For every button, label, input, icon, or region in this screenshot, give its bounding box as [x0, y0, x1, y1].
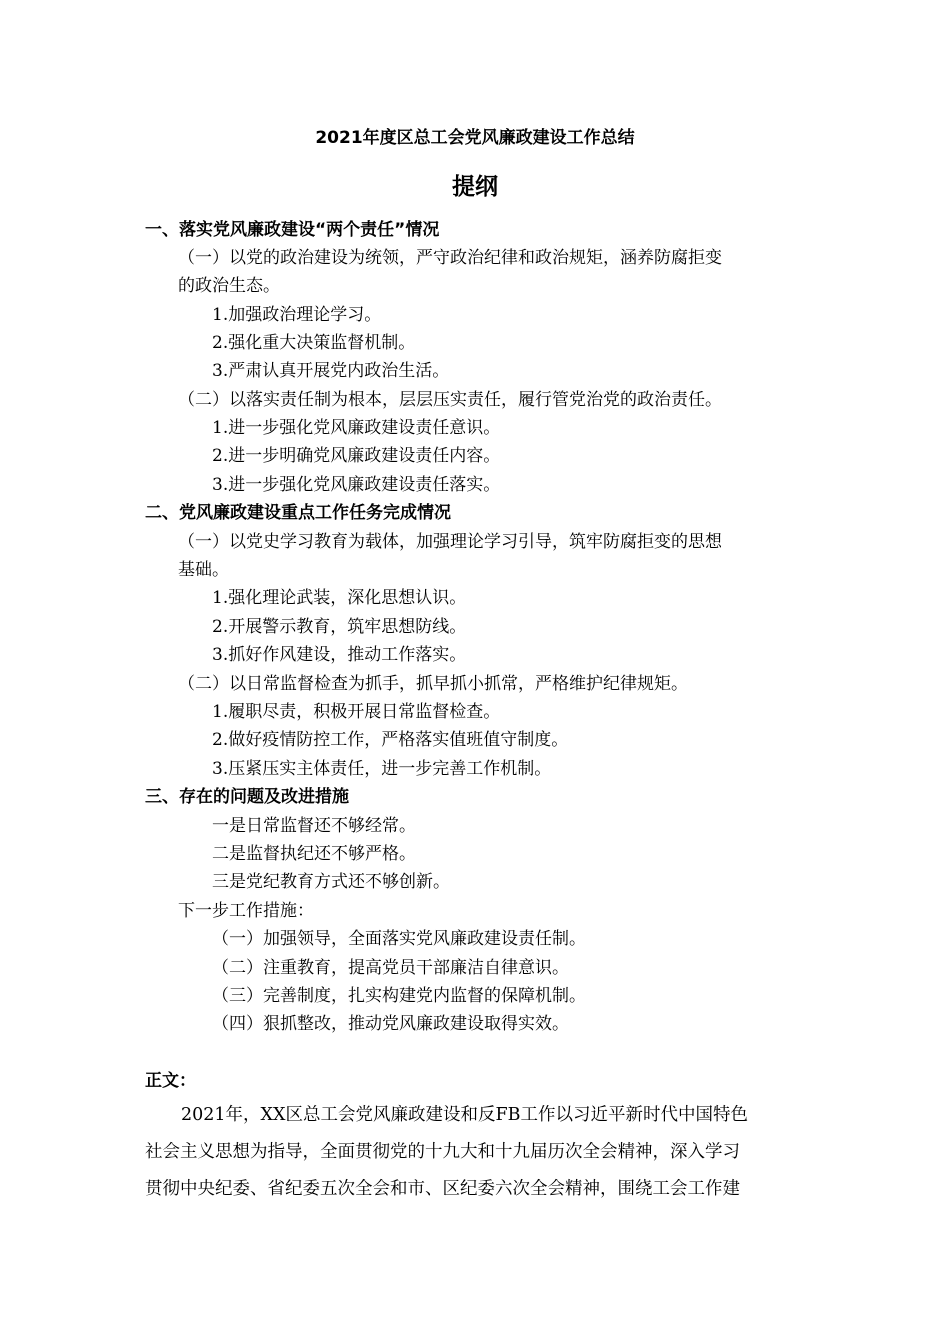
list-item: （二）注重教育，提高党员干部廉洁自律意识。 [212, 958, 569, 978]
list-item: 2.强化重大决策监督机制。 [212, 333, 416, 353]
outline-title: 提纲 [452, 174, 498, 200]
list-item: 一是日常监督还不够经常。 [212, 816, 416, 836]
list-item: 三是党纪教育方式还不够创新。 [212, 872, 450, 892]
body-paragraph-line: 2021年，XX区总工会党风廉政建设和反FB工作以习近平新时代中国特色 [181, 1105, 748, 1125]
list-item: 3.严肃认真开展党内政治生活。 [212, 361, 450, 381]
section-1-heading: 一、落实党风廉政建设“两个责任”情况 [145, 220, 440, 240]
list-item: 1.加强政治理论学习。 [212, 305, 382, 325]
list-item: 2.进一步明确党风廉政建设责任内容。 [212, 446, 501, 466]
list-item: 1.履职尽责，积极开展日常监督检查。 [212, 702, 501, 722]
section-2-subitem-1-line-1: （一）以党史学习教育为载体，加强理论学习引导，筑牢防腐拒变的思想 [178, 532, 722, 552]
list-item: 2.开展警示教育，筑牢思想防线。 [212, 617, 467, 637]
section-2-subitem-1-line-2: 基础。 [178, 560, 229, 580]
list-item: 3.抓好作风建设，推动工作落实。 [212, 645, 467, 665]
section-1-subitem-1-line-1: （一）以党的政治建设为统领，严守政治纪律和政治规矩，涵养防腐拒变 [178, 248, 722, 268]
body-label: 正文： [145, 1071, 196, 1091]
list-item: 2.做好疫情防控工作，严格落实值班值守制度。 [212, 730, 569, 750]
list-item: 3.进一步强化党风廉政建设责任落实。 [212, 475, 501, 495]
list-item: （三）完善制度，扎实构建党内监督的保障机制。 [212, 986, 586, 1006]
list-item: （四）狠抓整改，推动党风廉政建设取得实效。 [212, 1014, 569, 1034]
list-item: 3.压紧压实主体责任，进一步完善工作机制。 [212, 759, 552, 779]
next-steps-label: 下一步工作措施： [178, 901, 314, 921]
body-paragraph-line: 社会主义思想为指导，全面贯彻党的十九大和十九届历次全会精神，深入学习 [145, 1142, 740, 1162]
section-2-subitem-2: （二）以日常监督检查为抓手，抓早抓小抓常，严格维护纪律规矩。 [178, 674, 688, 694]
section-1-subitem-1-line-2: 的政治生态。 [178, 276, 280, 296]
section-2-heading: 二、党风廉政建设重点工作任务完成情况 [145, 503, 451, 523]
list-item: （一）加强领导，全面落实党风廉政建设责任制。 [212, 929, 586, 949]
section-3-heading: 三、存在的问题及改进措施 [145, 787, 349, 807]
list-item: 1.强化理论武装，深化思想认识。 [212, 588, 467, 608]
body-paragraph-line: 贯彻中央纪委、省纪委五次全会和市、区纪委六次全会精神，围绕工会工作建 [145, 1179, 740, 1199]
list-item: 二是监督执纪还不够严格。 [212, 844, 416, 864]
document-title: 2021年度区总工会党风廉政建设工作总结 [315, 128, 635, 148]
list-item: 1.进一步强化党风廉政建设责任意识。 [212, 418, 501, 438]
section-1-subitem-2: （二）以落实责任制为根本，层层压实责任，履行管党治党的政治责任。 [178, 390, 722, 410]
